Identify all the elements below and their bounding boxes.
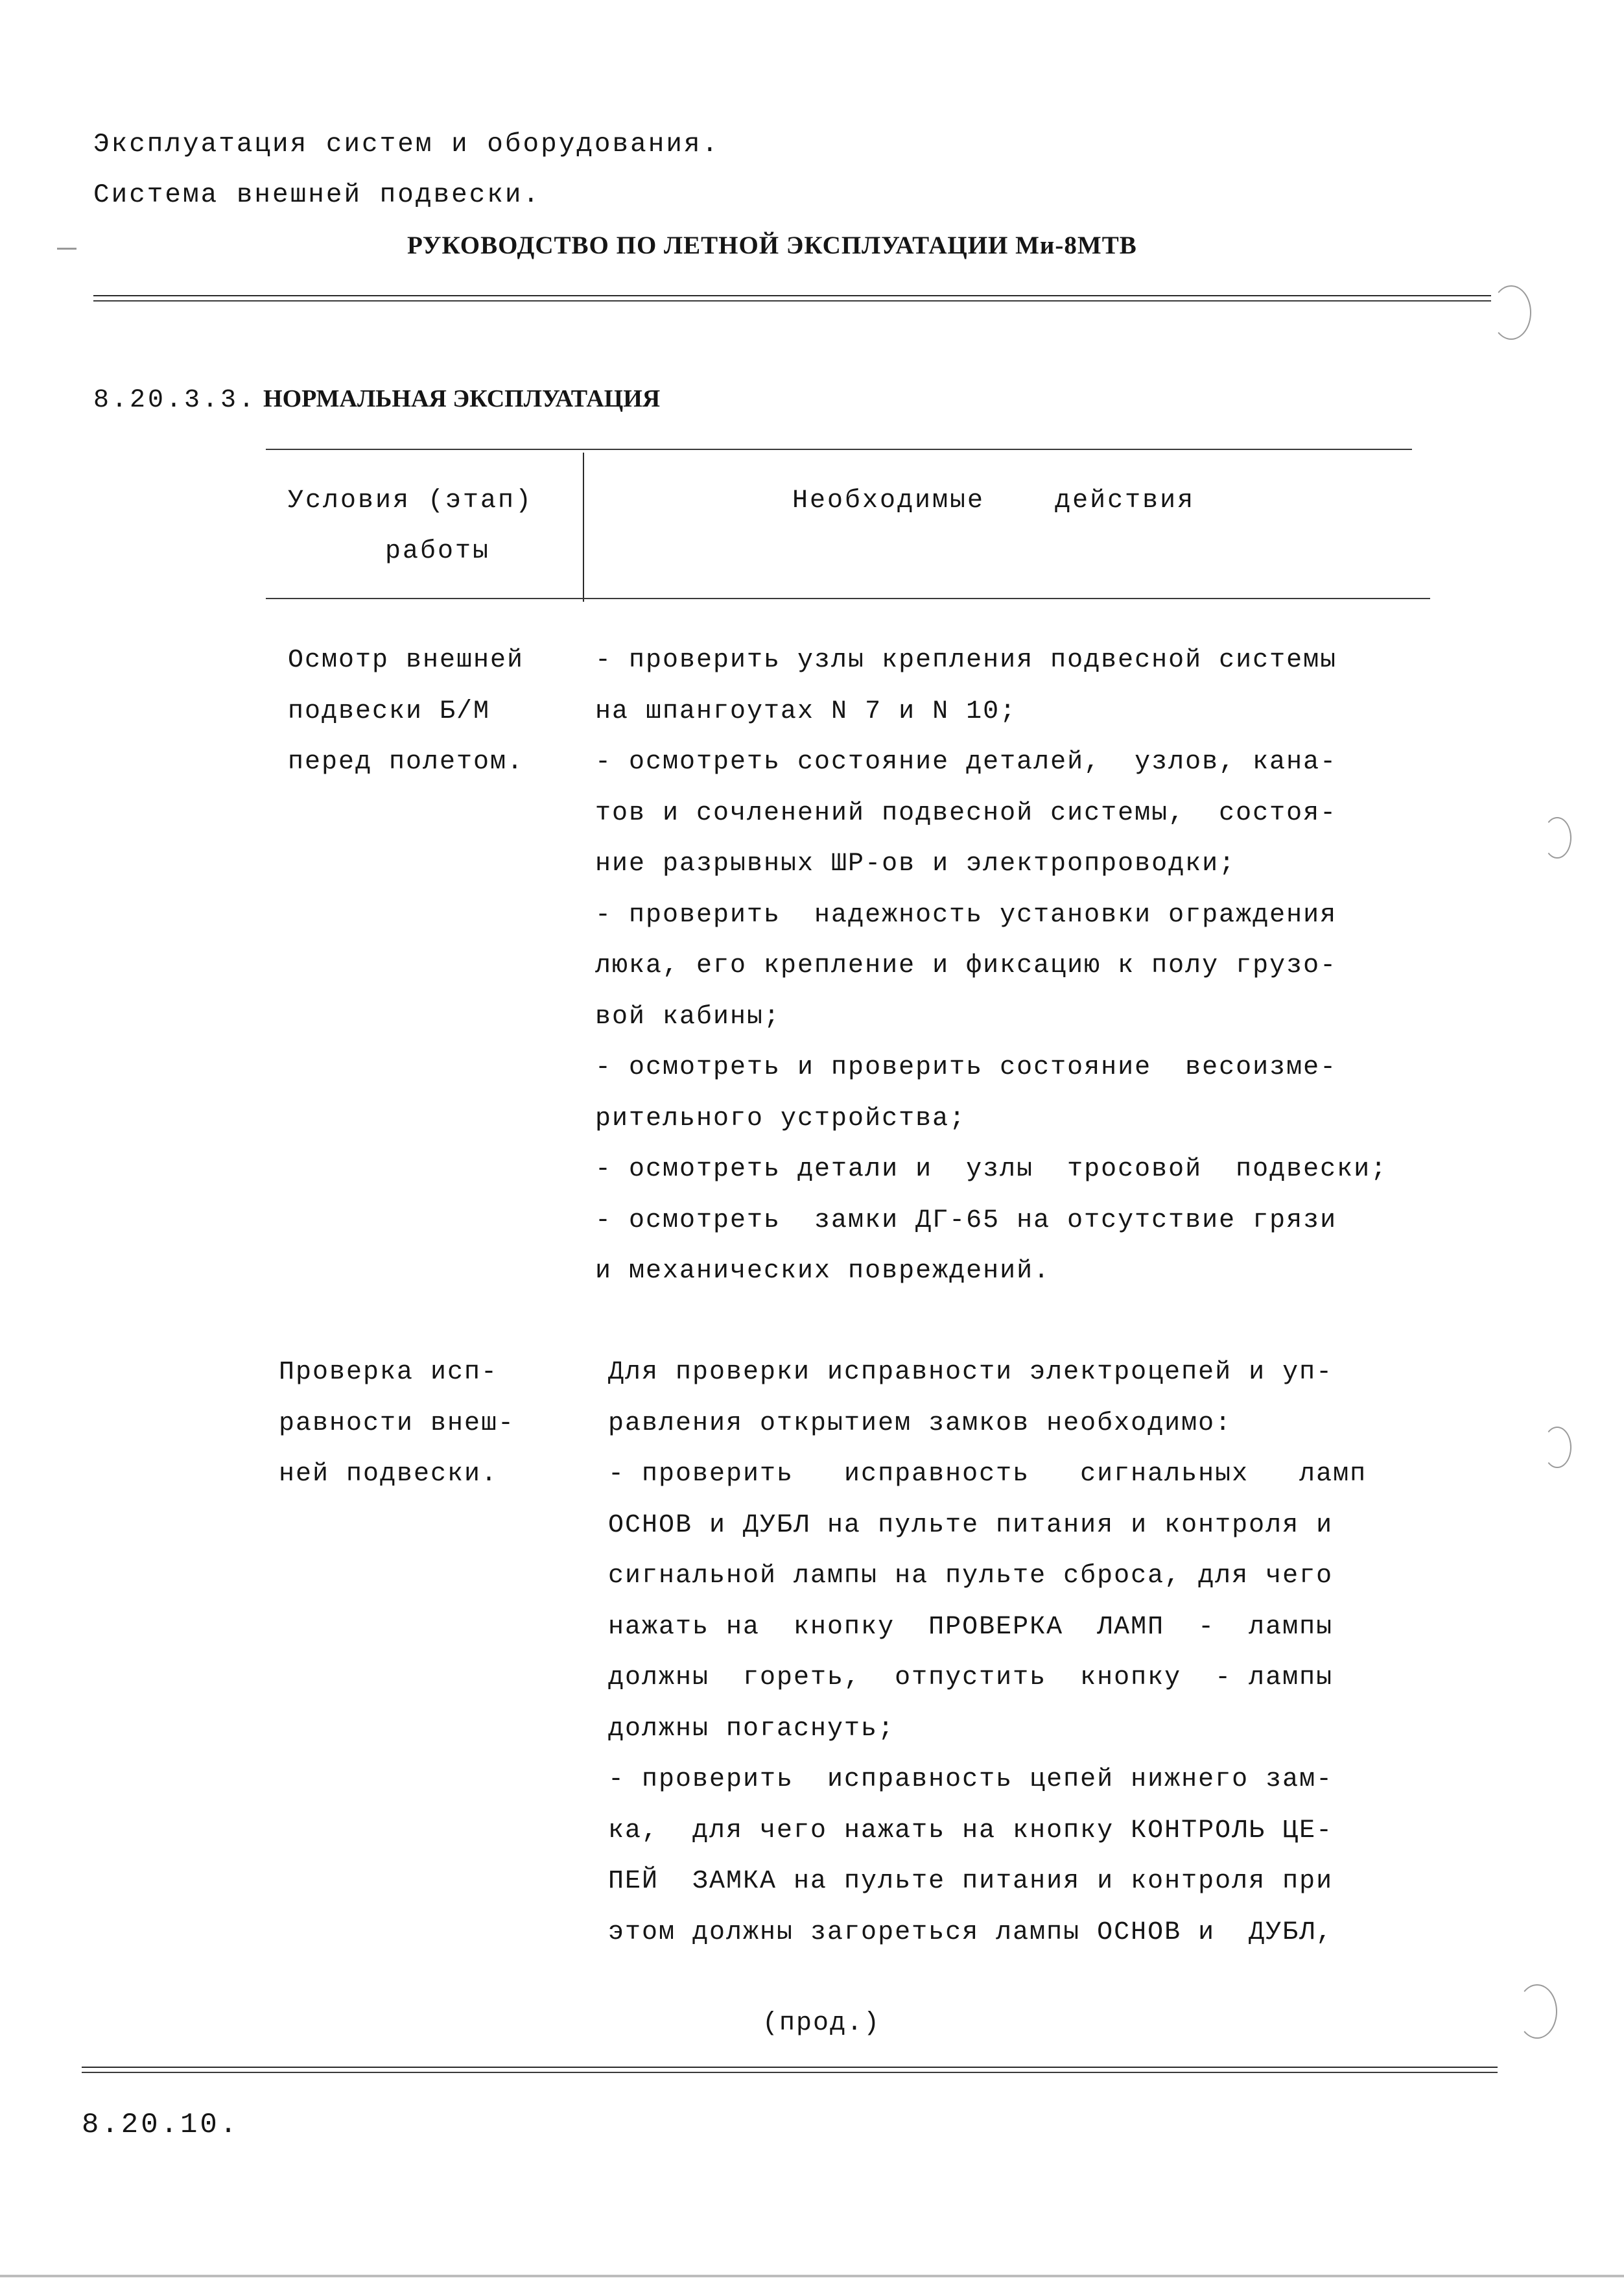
action-line: ПЕЙ ЗАМКА на пульте питания и контроля при <box>608 1867 1334 1896</box>
action-line: нажать на кнопку ПРОВЕРКА ЛАМП - лампы <box>608 1612 1334 1642</box>
header-rule-bottom <box>93 300 1491 302</box>
section-heading <box>93 383 660 415</box>
table-header-top-rule <box>266 449 1412 450</box>
header-rule-top <box>93 295 1491 296</box>
scan-edge <box>0 2275 1624 2277</box>
section-number: 8.20.3.3. <box>93 386 257 415</box>
action-line: сигнальной лампы на пульте сброса, для чего <box>608 1561 1334 1591</box>
action-line: - осмотреть замки ДГ-65 на отсутствие грязи <box>595 1205 1337 1235</box>
punch-hole-mark <box>1491 285 1531 340</box>
action-line: - осмотреть состояние деталей, узлов, кана- <box>595 748 1337 777</box>
condition-line: Осмотр внешней <box>288 646 524 675</box>
table-row-2-actions <box>608 1347 1451 1958</box>
action-line: вой кабины; <box>595 1002 781 1032</box>
condition-line: Проверка исп- <box>279 1358 499 1387</box>
action-line: и механических повреждений. <box>595 1257 1051 1286</box>
punch-hole-mark <box>1517 1984 1557 2039</box>
action-line: ка, для чего нажать на кнопку КОНТРОЛЬ ЦЕ- <box>608 1816 1334 1845</box>
action-line: на шпангоутах N 7 и N 10; <box>595 696 1017 726</box>
action-line: - осмотреть детали и узлы тросовой подвески; <box>595 1155 1388 1184</box>
table-row-1-actions <box>595 635 1457 1298</box>
action-line: рительного устройства; <box>595 1104 967 1133</box>
footer-rule-bottom <box>82 2072 1498 2073</box>
condition-line: подвески Б/М <box>288 696 491 726</box>
action-line: - проверить узлы крепления подвесной системы <box>595 646 1337 675</box>
col1-header-line1: Условия (этап) <box>288 486 534 516</box>
section-title: НОРМАЛЬНАЯ ЭКСПЛУАТАЦИЯ <box>263 385 661 412</box>
action-line: ОСНОВ и ДУБЛ на пульте питания и контроля и <box>608 1510 1334 1540</box>
table-row-1-condition <box>288 635 524 789</box>
condition-line: равности внеш- <box>279 1408 515 1438</box>
condition-line: перед полетом. <box>288 748 524 777</box>
action-line: - проверить исправность сигнальных ламп <box>608 1460 1367 1489</box>
action-line: ние разрывных ШР-ов и электропроводки; <box>595 849 1236 879</box>
action-line: - проверить надежность установки ограждения <box>595 900 1337 930</box>
continued-note: (прод.) <box>762 2009 881 2038</box>
action-line: - проверить исправность цепей нижнего зам- <box>608 1765 1334 1794</box>
table-row-2-condition <box>279 1347 515 1500</box>
footer-rule-top <box>82 2067 1498 2068</box>
document-title: РУКОВОДСТВО ПО ЛЕТНОЙ ЭКСПЛУАТАЦИИ Ми-8МТВ <box>407 231 1137 259</box>
condition-line: ней подвески. <box>279 1460 499 1489</box>
action-line: должны погаснуть; <box>608 1714 895 1744</box>
action-line: этом должны загореться лампы ОСНОВ и ДУБЛ, <box>608 1917 1334 1947</box>
action-line: - осмотреть и проверить состояние весоизме- <box>595 1053 1337 1082</box>
col2-header: Необходимые действия <box>792 486 1195 516</box>
table-column-divider <box>583 453 584 602</box>
table-header-bottom-rule <box>266 598 1430 599</box>
page-number: 8.20.10. <box>82 2109 240 2141</box>
action-line: должны гореть, отпустить кнопку - лампы <box>608 1663 1334 1692</box>
punch-hole-mark <box>1543 1427 1571 1468</box>
action-line: тов и сочленений подвесной системы, состоя- <box>595 798 1337 828</box>
margin-mark <box>57 248 76 250</box>
header-line-1: Эксплуатация систем и оборудования. <box>93 130 720 160</box>
action-line: люка, его крепление и фиксацию к полу грузо- <box>595 951 1337 980</box>
action-line: равления открытием замков необходимо: <box>608 1408 1232 1438</box>
punch-hole-mark <box>1543 817 1571 859</box>
col1-header-line2: работы <box>385 537 491 566</box>
action-line: Для проверки исправности электроцепей и уп- <box>608 1358 1334 1387</box>
header-line-2: Система внешней подвески. <box>93 180 541 210</box>
